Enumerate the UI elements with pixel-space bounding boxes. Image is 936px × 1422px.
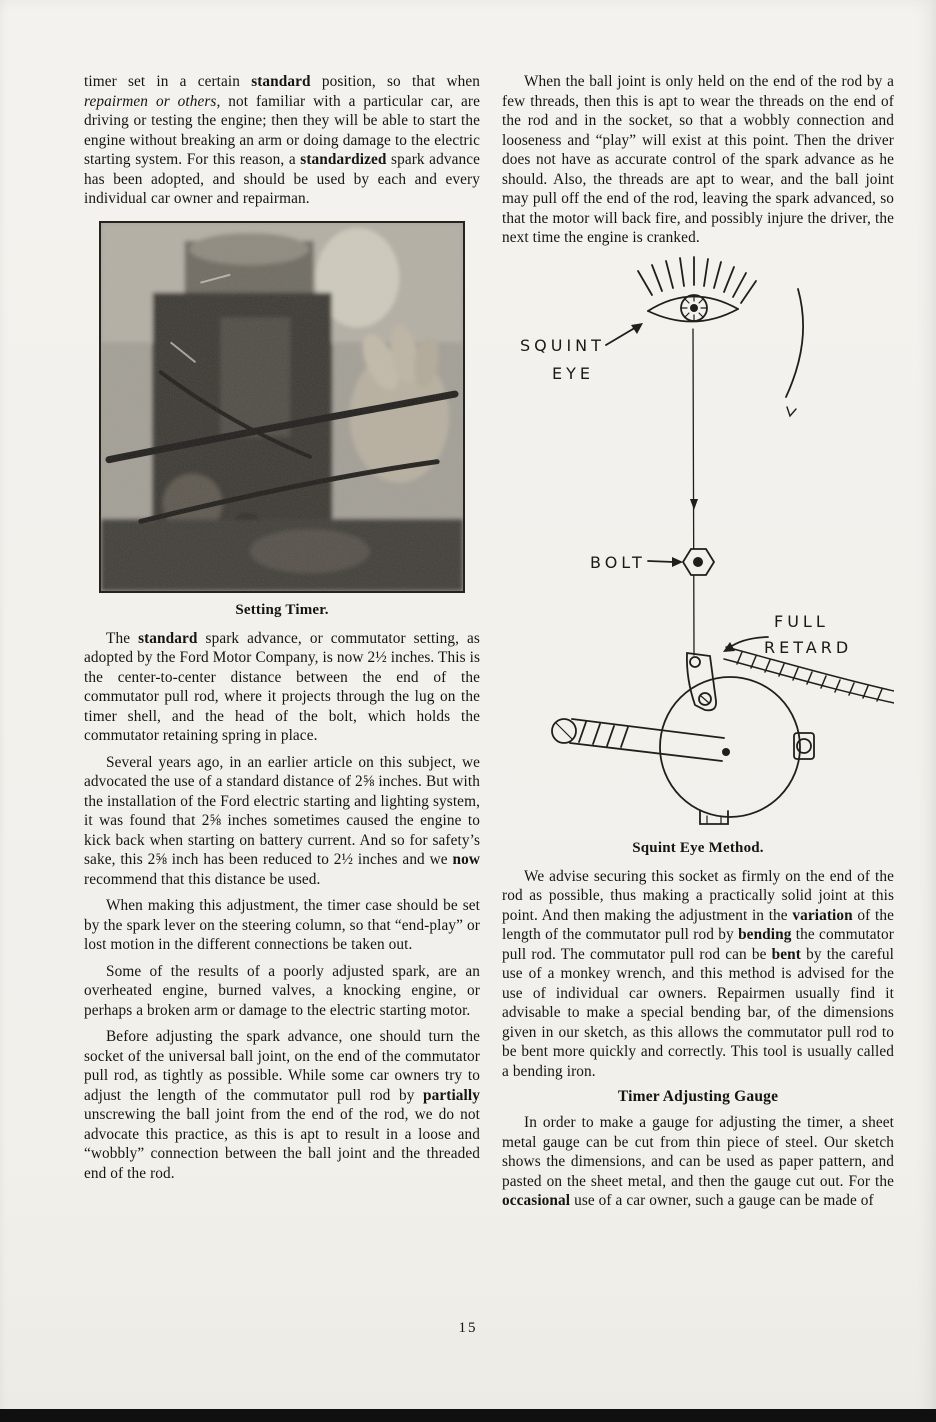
sketch-curve xyxy=(786,289,803,397)
page-number: 15 xyxy=(458,1320,478,1336)
pull-rod xyxy=(552,719,724,761)
label-full: FULL xyxy=(774,611,829,631)
left-column xyxy=(84,72,480,1190)
setting-timer-figure xyxy=(84,221,480,619)
timer-body xyxy=(660,677,800,817)
arrow-icon xyxy=(672,557,683,567)
side-bolt xyxy=(794,733,814,759)
paragraph: We advise securing this socket as firmly on the end of the rod as possible, thus making a practically solid joint at this point. And then making the adjustment in the variation of the length of the commutator pull rod by bending the commutator pull rod. The commutator pull rod can be bent by the careful use of a monkey wrench, and this method is advised for the use of individual car owners. Repairmen usually find it advisable to make a special bending bar, of the dimensions given in our sketch, as this allows the commutator pull rod to be bent more quickly and correctly. This tool is usually called a bending iron. xyxy=(502,867,894,1080)
bolt-icon xyxy=(683,549,714,575)
photo-caption: Setting Timer. xyxy=(235,601,329,618)
eye-icon xyxy=(648,295,738,322)
setting-timer-photo xyxy=(99,221,465,593)
paragraph: When making this adjustment, the timer case should be set by the spark lever on the steering column, so that “end-play” or lost motion in the different connections be taken out. xyxy=(84,897,480,953)
paragraph: The standard spark advance, or commutator setting, as adopted by the Ford Motor Company, is now 2½ inches. This is the center-to-center distance between the end of the commutator pull rod, where it projects through the lug on the timer shell, and the head of the bolt, which holds the commutator retaining spring in place. xyxy=(84,629,480,744)
sight-line xyxy=(693,329,694,655)
paragraph: timer set in a certain standard position, so that when repairmen or others, not familiar with a particular car, are driving or testing the engine; then they will be able to start the engine without breaking an arm or doing damage to the electric starting system. For this reason, a standardized spark advance has been adopted, and should be used by each and every individual car owner and repairman. xyxy=(84,73,480,207)
label-squint: SQUINT xyxy=(520,335,605,355)
label-eye: EYE xyxy=(552,363,594,383)
arrow-icon xyxy=(723,642,735,652)
paragraph: In order to make a gauge for adjusting the timer, a sheet metal gauge can be cut from thin piece of steel. Our sketch shows the dimensions, and can be used as paper pattern, and pasted on the sheet metal, and then the gauge cut out. For the occasional use of a car owner, such a gauge can be made of xyxy=(502,1114,894,1209)
paragraph: Before adjusting the spark advance, one should turn the socket of the universal ball joint, on the end of the commutator pull rod, as tightly as possible. While some car owners try to adjust the length of the commutator pull rod by partially unscrewing the ball joint from the end of the rod, we do not advocate this practice, as this is apt to result in a loose and “wobbly” connection between the ball joint and the threaded end of the rod. xyxy=(84,1028,480,1182)
diagram-caption: Squint Eye Method. xyxy=(632,839,764,856)
section-heading: Timer Adjusting Gauge xyxy=(617,1088,779,1105)
squint-eye-diagram xyxy=(502,255,894,831)
scan-edge-bar xyxy=(0,1409,936,1422)
paragraph: Several years ago, in an earlier article on this subject, we advocated the use of a standard distance of 2⅝ inches. But with the installation of the Ford electric starting and lighting system, it was found that 2⅝ inches sometimes caused the engine to kick back when starting on battery current. And so for safety’s sake, this 2⅝ inch has been reduced to 2½ inches and we now recommend that this distance be used. xyxy=(84,753,480,888)
paragraph: Some of the results of a poorly adjusted spark, are an overheated engine, burned valves, a knocking engine, or perhaps a broken arm or damage to the electric starting motor. xyxy=(84,962,480,1019)
timer-lever xyxy=(687,653,716,710)
engine-photo-illustration xyxy=(101,223,463,591)
down-arrow-icon xyxy=(690,499,698,510)
label-retard: RETARD xyxy=(764,637,853,657)
paragraph: When the ball joint is only held on the end of the rod by a few threads, then this is apt to wear the threads on the end of the rod and in the socket, so that a wobbly connection and looseness and “play” will exist at this point. Then the driver does not have as accurate control of the spark advance as he should. Also, the threads are apt to wear, and the ball joint may pull off the end of the rod, leaving the spark advanced, so that the motor will back fire, and possibly injure the driver, the next time the engine is cranked. xyxy=(502,73,894,246)
label-bolt: BOLT xyxy=(590,552,646,572)
right-column xyxy=(502,72,894,1218)
squint-eye-figure xyxy=(502,255,894,857)
